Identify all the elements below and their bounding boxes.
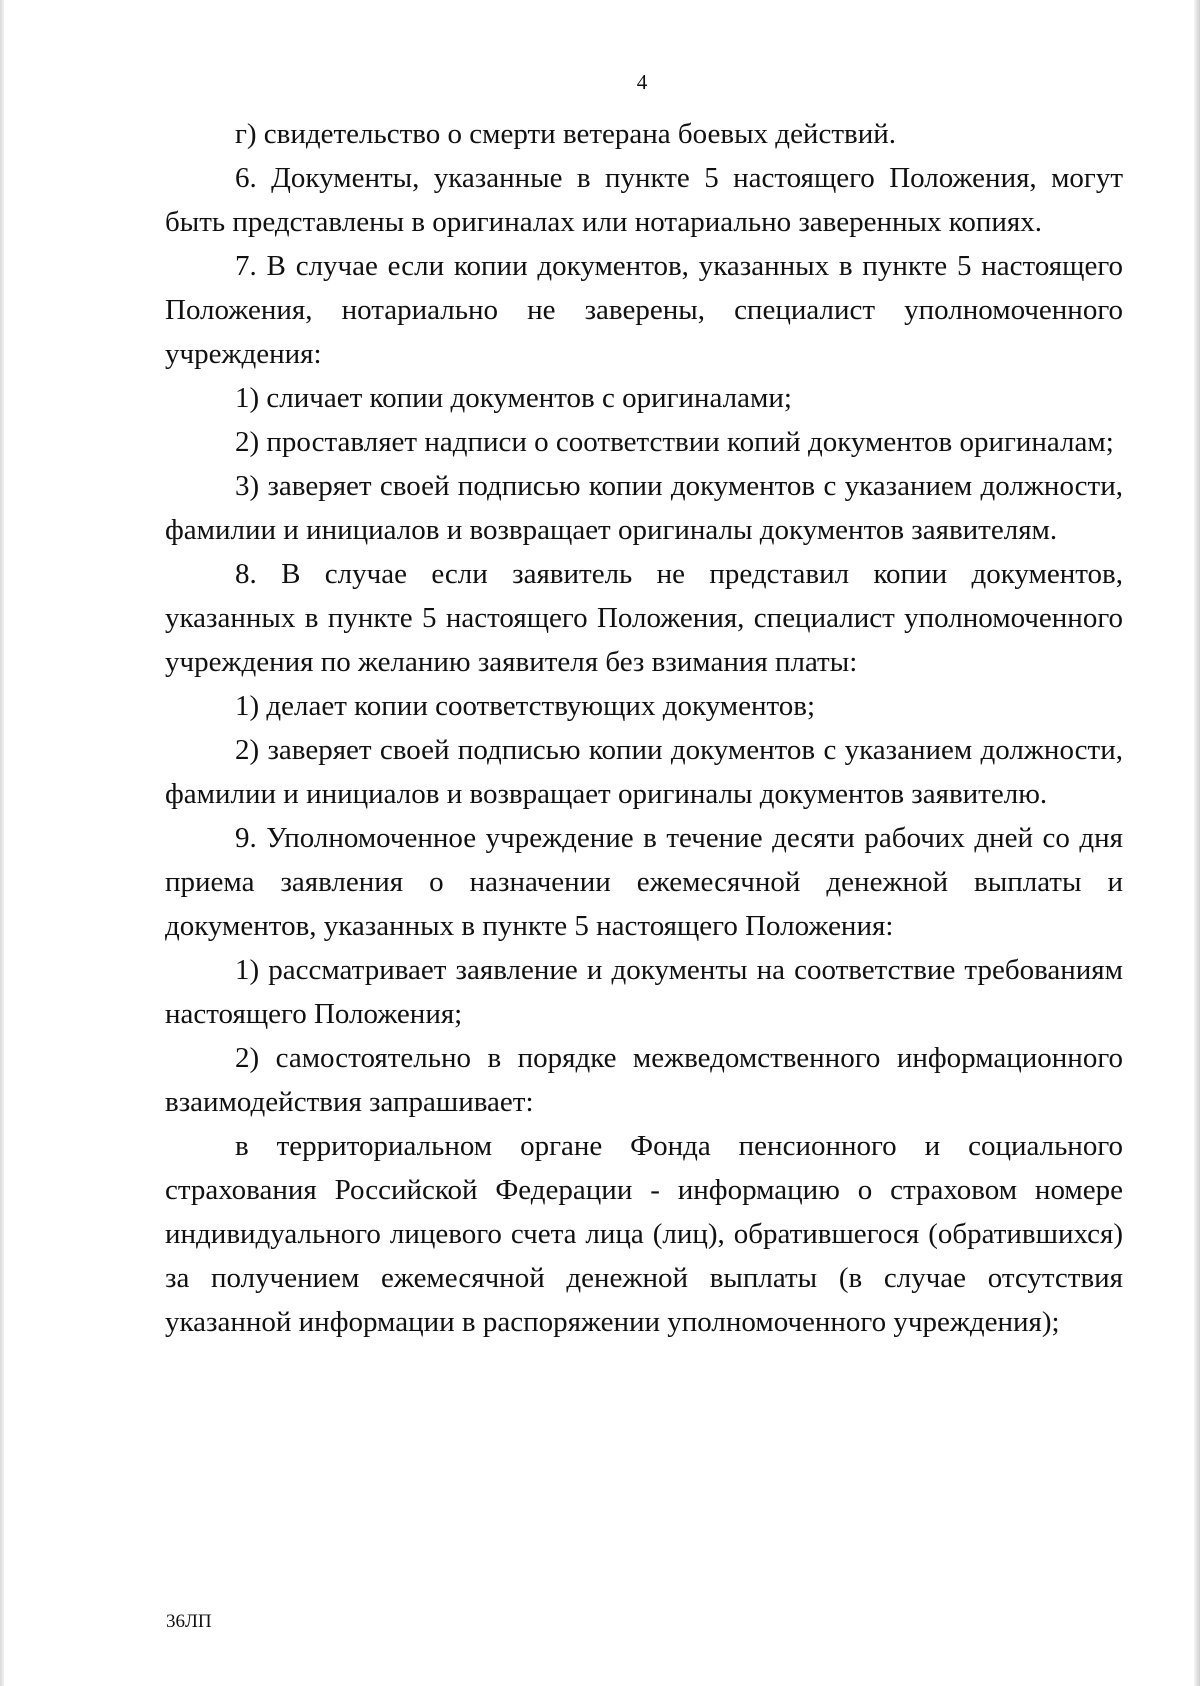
paragraph-8-item-2: 2) заверяет своей подписью копии документов с указанием должности, фамилии и инициалов и возвращает оригиналы документов заявителю.: [165, 734, 1123, 810]
scan-edge-left: [0, 0, 4, 1686]
paragraph-9: 9. Уполномоченное учреждение в течение десяти рабочих дней со дня приема заявления о назначении ежемесячной денежной выплаты и документов, указанных в пункте 5 настоящего Положения:: [165, 822, 1123, 942]
paragraph-9-item-1: 1) рассматривает заявление и документы на соответствие требованиям настоящего Положения;: [165, 954, 1123, 1030]
document-body: [165, 112, 1123, 1344]
paragraph-8-item-1: 1) делает копии соответствующих документов;: [235, 690, 816, 722]
paragraph-9-item-2-fund-request: в территориальном органе Фонда пенсионного и социального страхования Российской Федерации - информацию о страховом номере индивидуального лицевого счета лица (лиц), обратившегося (обратившихся) за получением ежемесячной денежной выплаты (в случае отсутствия указанной информации в распоряжении уполномоченного учреждения);: [165, 1130, 1123, 1338]
footer-document-code: 36ЛП: [166, 1611, 212, 1632]
paragraph-7-item-3: 3) заверяет своей подписью копии документов с указанием должности, фамилии и инициалов и возвращает оригиналы документов заявителям.: [165, 470, 1123, 546]
paragraph-6: 6. Документы, указанные в пункте 5 настоящего Положения, могут быть представлены в оригиналах или нотариально заверенных копиях.: [165, 162, 1123, 238]
paragraph-7-item-1: 1) сличает копии документов с оригиналами;: [235, 382, 792, 414]
paragraph-7-item-2: 2) проставляет надписи о соответствии копий документов оригиналам;: [235, 426, 1114, 458]
scan-edge-right: [1194, 0, 1200, 1686]
paragraph-g-death-certificate: г) свидетельство о смерти ветерана боевых действий.: [235, 118, 896, 150]
paragraph-9-item-2: 2) самостоятельно в порядке межведомственного информационного взаимодействия запрашивает:: [165, 1042, 1123, 1118]
paragraph-7: 7. В случае если копии документов, указанных в пункте 5 настоящего Положения, нотариально не заверены, специалист уполномоченного учреждения:: [165, 250, 1123, 370]
paragraph-8: 8. В случае если заявитель не представил копии документов, указанных в пункте 5 настоящего Положения, специалист уполномоченного учреждения по желанию заявителя без взимания платы:: [165, 558, 1123, 678]
page-number: 4: [636, 70, 648, 94]
